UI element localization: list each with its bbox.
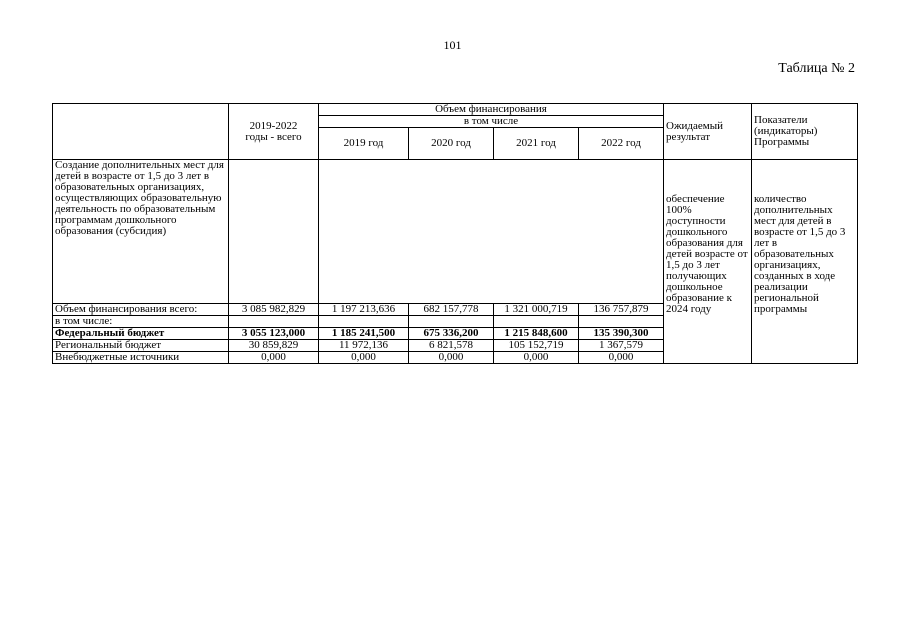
cell-2022: 135 390,300 <box>579 328 664 340</box>
cell-2019: 1 197 213,636 <box>319 304 409 316</box>
cell-2021: 105 152,719 <box>494 340 579 352</box>
header-indicators: Показатели (индикаторы) Программы <box>752 104 858 160</box>
header-total-years: 2019-2022 годы - всего <box>229 104 319 160</box>
expected-result-text: обеспечение 100% доступности дошкольного образования для детей возрасте от 1,5 до 3 лет получающих дошкольное образование к 2024 году <box>664 160 752 364</box>
cell-2022: 1 367,579 <box>579 340 664 352</box>
header-year-2019: 2019 год <box>319 128 409 160</box>
cell-total: 0,000 <box>229 352 319 364</box>
cell-2022: 0,000 <box>579 352 664 364</box>
cell-2021: 0,000 <box>494 352 579 364</box>
cell-total: 3 055 123,000 <box>229 328 319 340</box>
cell-2020: 6 821,578 <box>409 340 494 352</box>
row-label: Федеральный бюджет <box>53 328 229 340</box>
header-year-2022: 2022 год <box>579 128 664 160</box>
table-caption: Таблица № 2 <box>778 61 855 76</box>
cell-2019: 1 185 241,500 <box>319 328 409 340</box>
row-label: Объем финансирования всего: <box>53 304 229 316</box>
empty-cell <box>494 316 579 328</box>
empty-cell <box>229 160 319 304</box>
cell-2021: 1 321 000,719 <box>494 304 579 316</box>
cell-2020: 675 336,200 <box>409 328 494 340</box>
header-year-2020: 2020 год <box>409 128 494 160</box>
measure-description: Создание дополнительных мест для детей в возрасте от 1,5 до 3 лет в образовательных организациях, осуществляющих образовательную деятельность по образовательным программам дошкольного образования (субсидия) <box>53 160 229 304</box>
header-year-2021: 2021 год <box>494 128 579 160</box>
empty-cell <box>319 316 409 328</box>
financing-table <box>52 103 858 364</box>
header-expected-result: Ожидаемый результат <box>664 104 752 160</box>
header-funding-volume: Объем финансирования <box>319 104 664 116</box>
description-row <box>53 160 858 304</box>
header-row-funding <box>53 104 858 116</box>
empty-cell <box>319 160 664 304</box>
empty-cell <box>229 316 319 328</box>
empty-cell <box>409 316 494 328</box>
empty-cell <box>579 316 664 328</box>
cell-total: 3 085 982,829 <box>229 304 319 316</box>
page-number: 101 <box>443 38 462 52</box>
cell-2019: 11 972,136 <box>319 340 409 352</box>
row-label: в том числе: <box>53 316 229 328</box>
row-label: Внебюджетные источники <box>53 352 229 364</box>
cell-2020: 682 157,778 <box>409 304 494 316</box>
indicator-text: количество дополнительных мест для детей в возрасте от 1,5 до 3 лет в образовательных организациях, созданных в ходе реализации региональной программы <box>752 160 858 364</box>
cell-2022: 136 757,879 <box>579 304 664 316</box>
cell-total: 30 859,829 <box>229 340 319 352</box>
header-including: в том числе <box>319 116 664 128</box>
row-label: Региональный бюджет <box>53 340 229 352</box>
cell-2021: 1 215 848,600 <box>494 328 579 340</box>
cell-2019: 0,000 <box>319 352 409 364</box>
header-empty-cell <box>53 104 229 160</box>
cell-2020: 0,000 <box>409 352 494 364</box>
